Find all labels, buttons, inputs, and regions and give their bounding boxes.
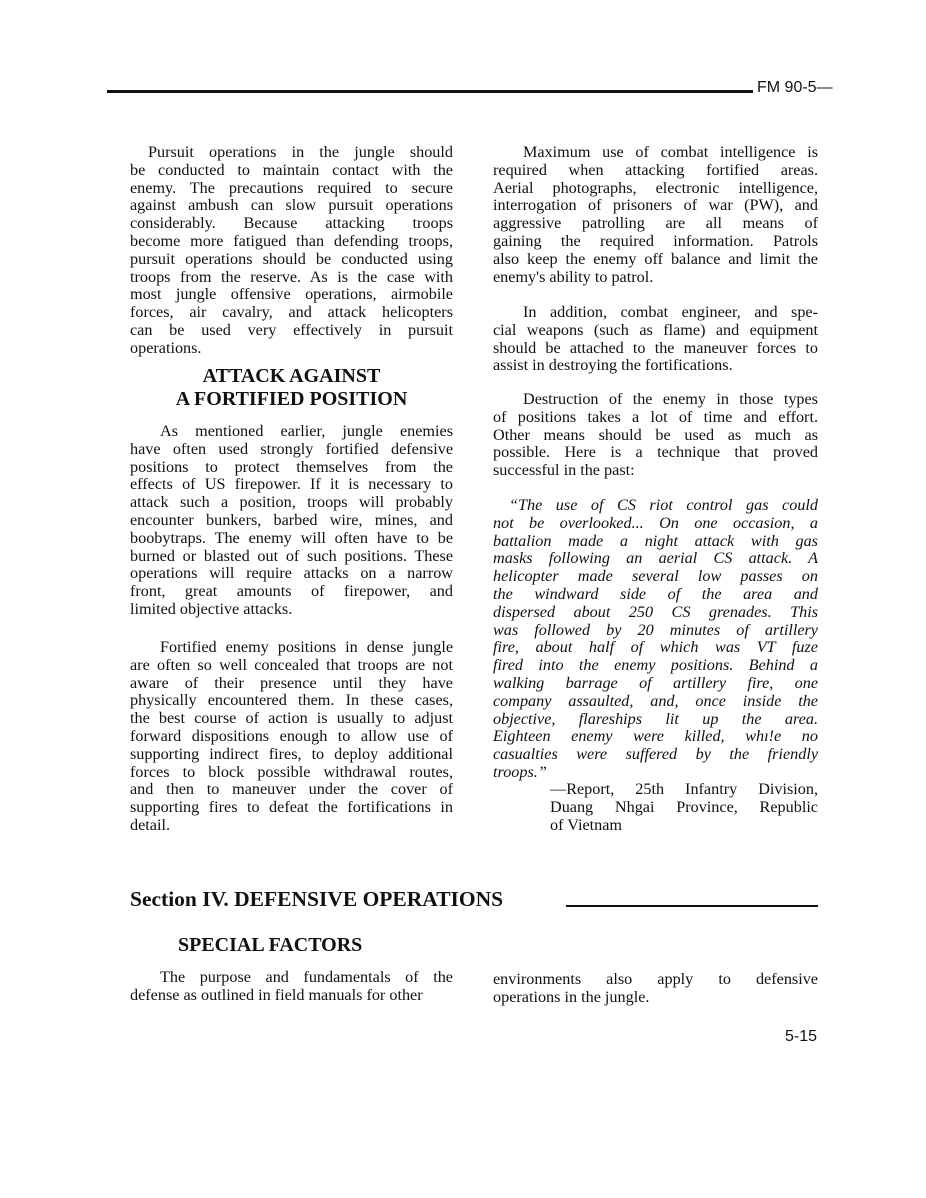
- text-line: the windward side of the area and: [493, 584, 818, 603]
- text-line: of Vietnam: [550, 815, 623, 834]
- text-line: supporting indirect fires, to deploy additional: [130, 744, 453, 763]
- page-number: 5-15: [785, 1028, 818, 1045]
- text-line: fire, about half of which was VT fuze: [493, 638, 818, 657]
- text-line: against ambush can slow pursuit operations: [130, 196, 453, 215]
- text-line: troops.”: [493, 762, 547, 781]
- text-line: aggressive patrolling are all means of: [493, 214, 818, 233]
- text-line: pursuit operations should be conducted using: [130, 249, 453, 268]
- left-paragraph-purpose: [130, 969, 453, 1005]
- text-line: helicopter made several low passes on: [493, 567, 818, 586]
- text-line: walking barrage of artillery fire, one: [493, 673, 818, 692]
- text-line: cial weapons (such as flame) and equipment: [493, 320, 818, 339]
- right-paragraph-engineers: [493, 304, 818, 375]
- text-line: —Report, 25th Infantry Division,: [550, 780, 818, 798]
- text-line: aware of their presence until they have: [130, 673, 453, 692]
- text-line: Other means should be used as much as: [493, 425, 818, 444]
- text-line: operations will require attacks on a narrow: [130, 564, 453, 583]
- text-line: of positions takes a lot of time and effort.: [493, 407, 818, 426]
- text-line: Pursuit operations in the jungle should: [148, 143, 453, 161]
- text-line: and then to maneuver under the cover of: [130, 780, 453, 799]
- text-line: required when attacking fortified areas.: [493, 160, 818, 179]
- text-line: encounter bunkers, barbed wire, mines, and: [130, 510, 453, 529]
- text-line: the best course of action is usually to adjust: [130, 709, 453, 728]
- text-line: Fortified enemy positions in dense jungle: [160, 638, 453, 656]
- right-paragraph-intelligence: [493, 144, 818, 286]
- section-rule: [566, 905, 818, 907]
- text-line: dispersed about 250 CS grenades. This: [493, 602, 818, 621]
- text-line: company assaulted, and, once inside the: [493, 691, 818, 710]
- text-line: can be used very effectively in pursuit: [130, 320, 453, 339]
- text-line: masks following an aerial CS attack. A: [493, 549, 818, 568]
- text-line: become more fatigued than defending troops,: [130, 231, 453, 250]
- heading-attack-line1: ATTACK AGAINST: [202, 365, 381, 387]
- text-line: are often so well concealed that troops are not: [130, 655, 453, 674]
- text-line: gaining the required information. Patrols: [493, 231, 818, 250]
- text-line: environments also apply to defensive: [493, 970, 818, 988]
- text-line: operations.: [130, 338, 202, 357]
- left-paragraph-enemies: [130, 423, 453, 619]
- text-line: “The use of CS riot control gas could: [509, 496, 818, 514]
- text-line: Maximum use of combat intelligence is: [523, 143, 818, 161]
- text-line: not be overlooked... On one occasion, a: [493, 513, 818, 532]
- text-line: battalion made a night attack with gas: [493, 531, 818, 550]
- text-line: casualties were suffered by the friendly: [493, 745, 818, 764]
- text-line: defense as outlined in field manuals for other: [130, 985, 423, 1004]
- document-id: FM 90-5—: [757, 79, 833, 96]
- text-line: should be attached to the maneuver forces to: [493, 338, 818, 357]
- header-rule: [107, 90, 753, 93]
- text-line: most jungle offensive operations, airmobile: [130, 285, 453, 304]
- text-line: was followed by 20 minutes of artillery: [493, 620, 818, 639]
- text-line: Eighteen enemy were killed, whı!e no: [493, 727, 818, 746]
- heading-attack-line2: A FORTIFIED POSITION: [175, 388, 408, 410]
- text-line: operations in the jungle.: [493, 987, 650, 1006]
- text-line: In addition, combat engineer, and spe-: [523, 303, 818, 321]
- text-line: troops from the reserve. As is the case with: [130, 267, 453, 286]
- text-line: detail.: [130, 815, 171, 834]
- text-line: physically encountered them. In these cases,: [130, 691, 453, 710]
- text-line: also keep the enemy off balance and limit the: [493, 249, 818, 268]
- section-title: Section IV. DEFENSIVE OPERATIONS: [130, 887, 504, 911]
- text-line: Destruction of the enemy in those types: [523, 390, 818, 408]
- text-line: be conducted to maintain contact with the: [130, 160, 453, 179]
- text-line: Duang Nhgai Province, Republic: [550, 797, 818, 816]
- text-line: forward dispositions enough to allow use of: [130, 726, 453, 745]
- right-paragraph-environments: [493, 971, 818, 1007]
- text-line: successful in the past:: [493, 461, 635, 480]
- text-line: The purpose and fundamentals of the: [160, 968, 453, 986]
- text-line: forces, air cavalry, and attack helicopters: [130, 303, 453, 322]
- text-line: Aerial photographs, electronic intelligence,: [493, 178, 818, 197]
- text-line: enemy's ability to patrol.: [493, 267, 654, 286]
- text-line: fired into the enemy positions. Behind a: [493, 656, 818, 675]
- quote-attribution: [550, 781, 818, 834]
- text-line: attack such a position, troops will probably: [130, 493, 453, 512]
- left-paragraph-pursuit: [130, 144, 453, 358]
- subheading-special-factors: SPECIAL FACTORS: [178, 934, 363, 956]
- text-line: As mentioned earlier, jungle enemies: [160, 422, 453, 440]
- text-line: burned or blasted out of such positions. These: [130, 546, 453, 565]
- text-line: assist in destroying the fortifications.: [493, 356, 733, 375]
- text-line: front, great amounts of firepower, and: [130, 582, 453, 601]
- text-line: boobytraps. The enemy will often have to be: [130, 528, 453, 547]
- text-line: possible. Here is a technique that proved: [493, 443, 818, 462]
- quote-block: [493, 497, 818, 782]
- text-line: positions to protect themselves from the: [130, 457, 453, 476]
- text-line: forces to block possible withdrawal routes,: [130, 762, 453, 781]
- text-line: interrogation of prisoners of war (PW), and: [493, 196, 818, 215]
- text-line: have often used strongly fortified defensive: [130, 439, 453, 458]
- text-line: considerably. Because attacking troops: [130, 214, 453, 233]
- left-paragraph-fortified: [130, 639, 453, 835]
- text-line: effects of US firepower. If it is necessary to: [130, 475, 453, 494]
- text-line: supporting fires to defeat the fortifications in: [130, 798, 453, 817]
- text-line: limited objective attacks.: [130, 599, 293, 618]
- right-paragraph-destruction: [493, 391, 818, 480]
- text-line: objective, flareships lit up the area.: [493, 709, 818, 728]
- text-line: enemy. The precautions required to secure: [130, 178, 453, 197]
